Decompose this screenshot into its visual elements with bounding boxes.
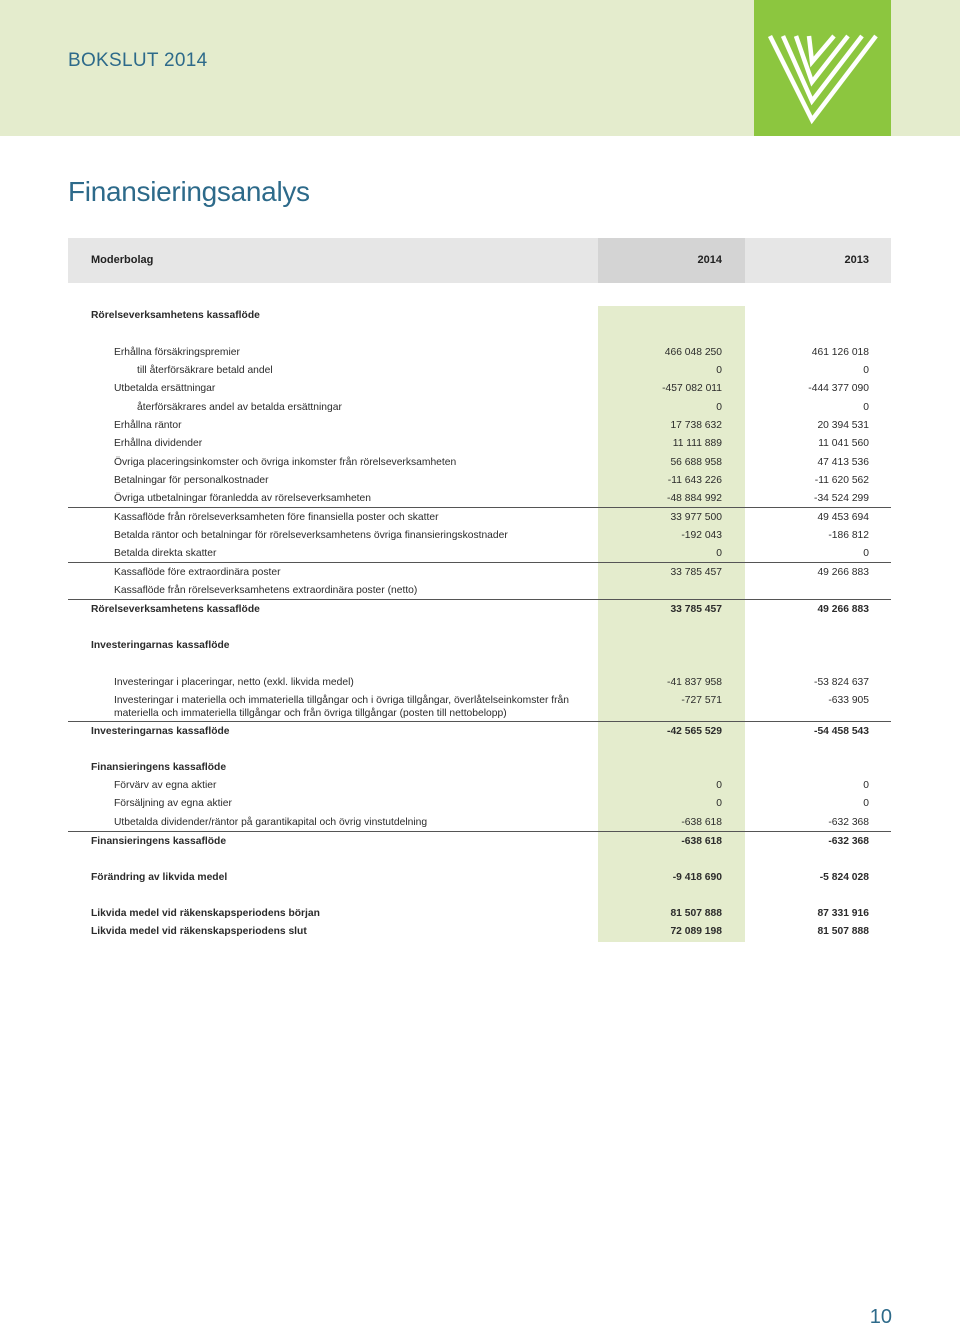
row-label: Likvida medel vid räkenskapsperiodens början bbox=[91, 908, 320, 919]
value-2013: -54 458 543 bbox=[814, 726, 869, 737]
row-label: Investeringar i placeringar, netto (exkl. likvida medel) bbox=[114, 677, 354, 688]
row-label: Finansieringens kassaflöde bbox=[91, 762, 227, 773]
row-label: Försäljning av egna aktier bbox=[114, 798, 232, 809]
value-2013: 461 126 018 bbox=[811, 347, 869, 358]
row-label: Förvärv av egna aktier bbox=[114, 780, 217, 791]
value-2014: -48 884 992 bbox=[667, 493, 722, 504]
row-label: Övriga placeringsinkomster och övriga inkomster från rörelseverksamheten bbox=[114, 457, 457, 468]
row-label: Förändring av likvida medel bbox=[91, 872, 228, 883]
value-2013: -34 524 299 bbox=[814, 493, 869, 504]
value-2014: 33 785 457 bbox=[670, 567, 722, 578]
row-label: Investeringarnas kassaflöde bbox=[91, 726, 230, 737]
logo bbox=[754, 0, 891, 136]
subtotal-row bbox=[68, 721, 891, 737]
value-2013: 0 bbox=[863, 365, 869, 376]
row-label: återförsäkrares andel av betalda ersättningar bbox=[137, 402, 342, 413]
value-2013: 49 453 694 bbox=[817, 512, 869, 523]
row-label: Kassaflöde från rörelseverksamhetens extraordinära poster (netto) bbox=[114, 585, 418, 596]
row-label: Kassaflöde från rörelseverksamheten före finansiella poster och skatter bbox=[114, 512, 439, 523]
row-label: Finansieringens kassaflöde bbox=[91, 836, 227, 847]
table-header-label: Moderbolag bbox=[91, 254, 154, 266]
value-2013: -53 824 637 bbox=[814, 677, 869, 688]
value-2013: -444 377 090 bbox=[808, 383, 869, 394]
value-2013: 0 bbox=[863, 798, 869, 809]
value-2013: 87 331 916 bbox=[817, 908, 869, 919]
value-2014: -727 571 bbox=[681, 695, 722, 706]
value-2013: 11 041 560 bbox=[818, 438, 869, 449]
table-header bbox=[68, 238, 891, 283]
value-2013: -633 905 bbox=[828, 695, 869, 706]
value-2014: 0 bbox=[716, 365, 722, 376]
value-2013: -632 368 bbox=[828, 817, 869, 828]
value-2013: 49 266 883 bbox=[817, 567, 869, 578]
value-2013: 47 413 536 bbox=[817, 457, 869, 468]
value-2014: -638 618 bbox=[681, 836, 722, 847]
value-2014: -9 418 690 bbox=[672, 872, 722, 883]
value-2013: 0 bbox=[863, 402, 869, 413]
value-2013: 20 394 531 bbox=[817, 420, 869, 431]
table-row bbox=[68, 507, 891, 523]
value-2014: -42 565 529 bbox=[667, 726, 722, 737]
value-2014: 0 bbox=[716, 402, 722, 413]
row-label: Utbetalda dividender/räntor på garantikapital och övrig vinstutdelning bbox=[114, 817, 428, 828]
row-label: Rörelseverksamhetens kassaflöde bbox=[91, 604, 260, 615]
row-label: Erhållna räntor bbox=[114, 420, 182, 431]
row-label: Likvida medel vid räkenskapsperiodens slut bbox=[91, 926, 307, 937]
value-2014: 33 785 457 bbox=[670, 604, 722, 615]
current-year-column-header bbox=[598, 238, 745, 283]
row-label: Betalningar för personalkostnader bbox=[114, 475, 269, 486]
value-2013: 81 507 888 bbox=[817, 926, 869, 937]
page-number: 10 bbox=[869, 1306, 892, 1328]
value-2014: 0 bbox=[716, 798, 722, 809]
row-label: Kassaflöde före extraordinära poster bbox=[114, 567, 281, 578]
value-2014: 11 111 889 bbox=[672, 438, 722, 449]
value-2014: 72 089 198 bbox=[670, 926, 722, 937]
v-chevron-logo-icon bbox=[754, 0, 891, 136]
value-2013: -632 368 bbox=[828, 836, 869, 847]
row-label: Investeringar i materiella och immateriella tillgångar och i övriga tillgångar, överlåtelseinkomster från materiella och immateriella tillgångar och från övriga tillgångar (posten till nettobelopp) bbox=[114, 695, 569, 719]
document-label: BOKSLUT 2014 bbox=[68, 50, 208, 71]
subtotal-row bbox=[68, 831, 891, 847]
row-label: Rörelseverksamhetens kassaflöde bbox=[91, 310, 260, 321]
value-2013: 0 bbox=[863, 780, 869, 791]
value-2014: 33 977 500 bbox=[670, 512, 722, 523]
row-label: Övriga utbetalningar föranledda av rörelseverksamheten bbox=[114, 493, 371, 504]
row-label: Utbetalda ersättningar bbox=[114, 383, 216, 394]
year-current: 2014 bbox=[697, 254, 722, 266]
value-2014: 0 bbox=[716, 780, 722, 791]
page-title: Finansieringsanalys bbox=[68, 176, 310, 207]
value-2013: -5 824 028 bbox=[819, 872, 869, 883]
value-2014: -41 837 958 bbox=[667, 677, 722, 688]
value-2014: -638 618 bbox=[681, 817, 722, 828]
table-row bbox=[68, 562, 891, 578]
value-2013: -186 812 bbox=[828, 530, 869, 541]
value-2013: -11 620 562 bbox=[814, 475, 869, 486]
value-2014: -11 643 226 bbox=[667, 475, 722, 486]
subtotal-row bbox=[68, 599, 891, 615]
value-2014: 56 688 958 bbox=[670, 457, 722, 468]
value-2014: 0 bbox=[716, 548, 722, 559]
row-label: Betalda direkta skatter bbox=[114, 548, 217, 559]
row-label: Erhållna försäkringspremier bbox=[114, 347, 240, 358]
value-2014: -457 082 011 bbox=[662, 383, 722, 394]
value-2013: 49 266 883 bbox=[817, 604, 869, 615]
value-2014: 81 507 888 bbox=[670, 908, 722, 919]
row-label: Erhållna dividender bbox=[114, 438, 203, 449]
value-2014: -192 043 bbox=[681, 530, 722, 541]
current-year-column-band bbox=[598, 306, 745, 942]
value-2014: 17 738 632 bbox=[670, 420, 722, 431]
row-label: till återförsäkrare betald andel bbox=[137, 365, 273, 376]
value-2014: 466 048 250 bbox=[664, 347, 722, 358]
value-2013: 0 bbox=[863, 548, 869, 559]
row-label: Betalda räntor och betalningar för rörelseverksamhetens övriga finansieringskostnader bbox=[114, 530, 508, 541]
row-label: Investeringarnas kassaflöde bbox=[91, 640, 230, 651]
year-prior: 2013 bbox=[844, 254, 869, 266]
